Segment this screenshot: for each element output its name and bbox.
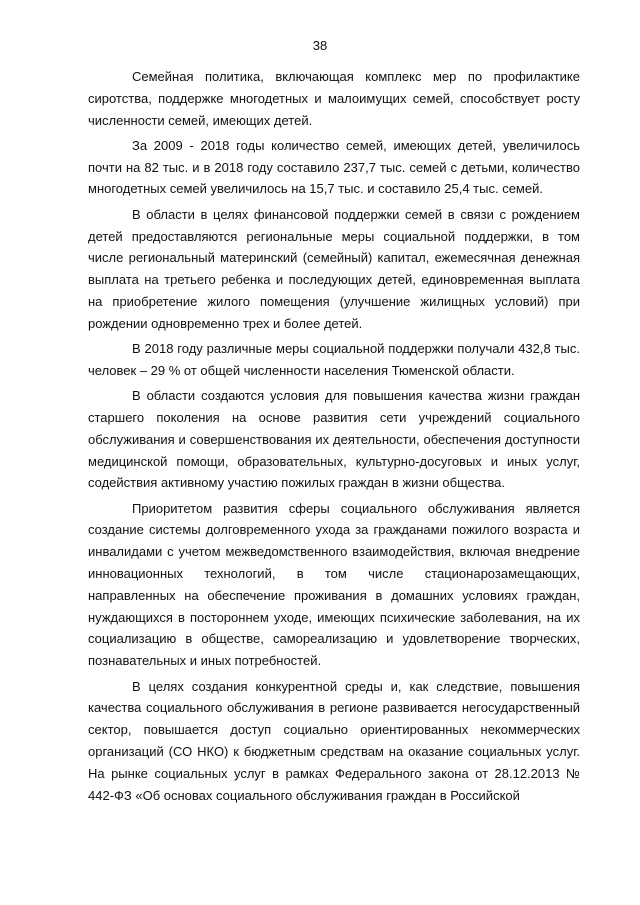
paragraph-financial-support: В области в целях финансовой поддержки семей в связи с рождением детей предоставляются региональные меры социальной поддержки, в том числе региональный материнский (семейный) капитал, ежемесячная денежная выплата на третьего ребенка и последующих детей, единовременная выплата на приобретение жилого помещения (улучшение жилищных условий) при рождении одновременно трех и более детей. [88, 206, 580, 331]
page-number: 38 [312, 38, 328, 53]
paragraph-social-support-recipients: В 2018 году различные меры социальной поддержки получали 432,8 тыс. человек – 29 % от общей численности населения Тюменской области. [88, 341, 580, 378]
document-body [88, 66, 580, 810]
paragraph-family-policy: Семейная политика, включающая комплекс мер по профилактике сиротства, поддержке многодетных и малоимущих семей, способствует росту численности семей, имеющих детей. [88, 69, 580, 128]
paragraph-family-statistics: За 2009 - 2018 годы количество семей, имеющих детей, увеличилось почти на 82 тыс. и в 2018 году составило 237,7 тыс. семей с детьми, количество многодетных семей увеличилось на 15,7 тыс. и составило 25,4 тыс. семей. [88, 137, 580, 197]
paragraph-competitive-environment: В целях создания конкурентной среды и, как следствие, повышения качества социального обслуживания в регионе развивается негосударственный сектор, повышается доступ социально ориентированных некоммерческих организаций (СО НКО) к бюджетным средствам на оказание социальных услуг. На рынке социальных услуг в рамках Федерального закона от 28.12.2013 № 442-ФЗ «Об основах социального обслуживания граждан в Российской [88, 678, 580, 803]
paragraph-long-term-care: Приоритетом развития сферы социального обслуживания является создание системы долговременного ухода за гражданами пожилого возраста и инвалидами с учетом межведомственного взаимодействия, включая внедрение инновационных технологий, в том числе стационарозамещающих, направленных на обеспечение проживания в домашних условиях граждан, нуждающихся в постороннем уходе, имеющих психические заболевания, на их социализацию в обществе, самореализацию и удовлетворение творческих, познавательных и иных потребностей. [88, 500, 580, 669]
paragraph-elderly-quality-of-life: В области создаются условия для повышения качества жизни граждан старшего поколения на основе развития сети учреждений социального обслуживания и совершенствования их деятельности, обеспечения доступности медицинской помощи, образовательных, культурно-досуговых и иных услуг, содействия активному участию пожилых граждан в жизни общества. [88, 388, 580, 491]
